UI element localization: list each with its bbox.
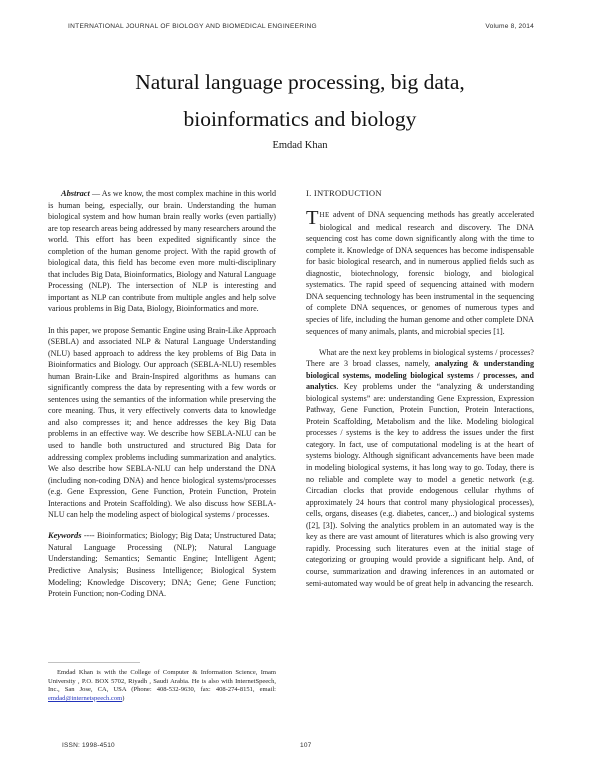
journal-name: INTERNATIONAL JOURNAL OF BIOLOGY AND BIOMEDICAL ENGINEERING [68, 23, 317, 30]
volume-label: Volume 8, 2014 [485, 23, 534, 30]
running-head [68, 23, 534, 30]
author-email-link[interactable]: emdad@internetspeech.com [48, 694, 123, 702]
keywords-paragraph [48, 530, 276, 599]
introduction-text-2b: . Key problems under the “analyzing & understanding biological systems” are: understanding Gene Expression, Expression Pathway, Gene Function, Protein Function, Protein Interactions, Protein Scaffolding, Metabolism and the like. Modeling biological processes / systems is the key to address the issues under the first category. In fact, use of computational modeling is at the heart of systems biology. Although significant advancements have been made in modeling biological systems, it has long way to go. Today, there is no reliable and complete way to model a genetic network (e.g. Circadian clocks that provide endogenous cellular rhythms of approximately 24 hours that control many physiological processes), cells, organs, diseases (e.g. diabetes, cancer,..) and biological systems ([2], [3]). Solving the analytics problem in an automated way is the key as there are vast amount of literatures which is also growing very rapidly. Processing such literatures even at the initial stage of categorizing or grouping would provide a significant help. And, of course, summarization and drawing inferences in an automated or semi-automated way would be of great help in advancing the research. [306, 382, 534, 588]
left-column [48, 188, 276, 609]
footnote-text-tail: ) [122, 694, 125, 702]
abstract-label: Abstract [61, 189, 90, 198]
right-column [306, 188, 534, 599]
footnote-text: Emdad Khan is with the College of Computer & Information Science, Imam University , P.O. BOX 5702, Riyadh , Saudi Arabia. He is also with InternetSpeech, Inc., San Jose, CA, USA (Phone: 408-532-9630, fax: 408-274-8151, email: [48, 669, 276, 694]
keywords-label: Keywords [48, 531, 82, 541]
introduction-bold-classes: analyzing & understanding biological systems, modeling biological systems / processes, and analytics [306, 359, 534, 392]
title-line-2: bioinformatics and biology [183, 107, 417, 132]
abstract-text-2: In this paper, we propose Semantic Engine using Brain-Like Approach (SEBLA) and associated NLP & Natural Language Understanding (NLU) based approach to address the key problems of Big Data in Bioinformatics and Biology. Our approach (SEBLA-NLU) resembles human Brain-Like and Brain-Inspired algorithms as humans can significantly compress the data by representing with a few words or sentences using the semantics of the information while preserving the core meaning. Thus, it very effectively converts data to knowledge and also compresses it; and hence addresses the key Big Data problems in an effective way. We describe how SEBLA-NLU can be used to handle both unstructured and structured Big Data for addressing complex problems including summarization and analytics. We also describe how SEBLA-NLU can help understand the DNA (including non-coding DNA) and hence biological systems/processes (e.g. Gene Expression, Gene Function, Protein Function, Protein Interactions and Protein Scaffolding). We also discuss how SEBLA-NLU can help the modeling aspect of biological systems / processes. [48, 325, 276, 520]
page-title [58, 64, 542, 138]
abstract-text-1: As we know, the most complex machine in this world is human being, especially, our brain. Understanding the human biological system and how human brain really works (even partially) are top research areas being addressed by many researchers around the world. This effort has been expedited significantly since the completion of the human genome project. With the rapid growth of biological data, this field has become even more multi-disciplinary that includes Big Data, Bioinformatics, Biology and Natural Language Processing (NLP). The intersection of NLP is interesting and important as NLP can contribute from multiple angles and help solve various problems in Big Data, Biology, Bioinformatics and more. [48, 189, 276, 314]
abstract-paragraph-1 [48, 188, 276, 315]
abstract-dash: — [89, 189, 102, 198]
abstract-paragraph-2 [48, 325, 276, 521]
drop-cap-letter: T [306, 207, 319, 230]
introduction-text-1: advent of DNA sequencing methods has greatly accelerated biological and medical research and discovery. The DNA sequencing cost has come down significantly along with the time to complete it. Knowledge of DNA sequences has become indispensable for basic biological research, and in numerous applied fields such as diagnostic, biotechnology, forensic biology, and biological systematics. The rapid speed of sequencing attained with modern DNA sequencing technology has been instrumental in the sequencing of complete DNA sequences, or genomes of numerous types and species of life, including the human genome and other complete DNA sequences of many animals, plants, and microbial species [1]. [306, 210, 534, 336]
footnote-rule [48, 662, 140, 663]
title-line-1: Natural language processing, big data, [135, 70, 465, 95]
keywords-dash: ---- [81, 531, 97, 541]
introduction-text-2a: What are the next key problems in biological systems / processes? There are 3 broad classes, namely, [306, 347, 534, 369]
page-number: 107 [300, 742, 312, 749]
introduction-paragraph-1 [306, 209, 534, 337]
drop-cap-smallcaps: HE [319, 211, 330, 220]
section-heading-introduction: I. INTRODUCTION [306, 188, 382, 198]
author-name: Emdad Khan [272, 140, 328, 151]
author-affiliation-footnote [48, 669, 276, 703]
introduction-paragraph-2 [306, 347, 534, 589]
issn-label: ISSN: 1998-4510 [62, 742, 115, 749]
keywords-text: Bioinformatics; Biology; Big Data; Unstructured Data; Natural Language Processing (NLP); Natural Language Understanding; Semantics; Semantic Engine; Intelligent Agent; Predictive Analysis; Business Intelligence; Biological System Modeling; Knowledge Discovery; DNA; Gene; Gene Function; Protein Function; non-Coding DNA. [48, 531, 276, 599]
